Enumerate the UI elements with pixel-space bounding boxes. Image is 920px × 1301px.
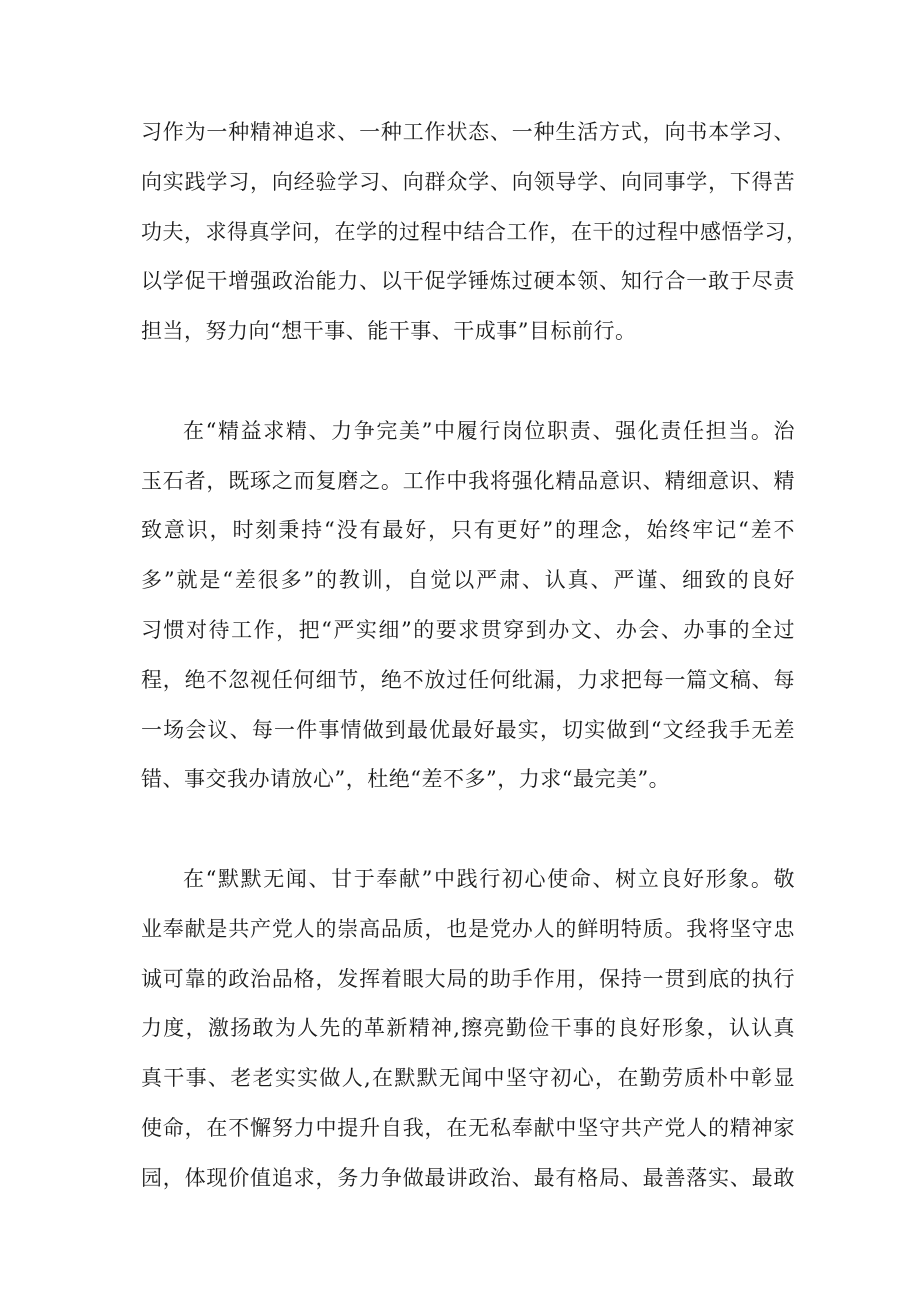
paragraph-2 — [141, 407, 795, 805]
text-line: 园，体现价值追求，务力争做最讲政治、最有格局、最善落实、最敢 — [141, 1165, 795, 1190]
text-line: 错、事交我办请放心”，杜绝“差不多”，力求“最完美”。 — [141, 767, 671, 792]
text-line: 习惯对待工作，把“严实细”的要求贯穿到办文、办会、办事的全过 — [141, 617, 795, 642]
text-line: 诚可靠的政治品格，发挥着眼大局的助手作用，保持一贯到底的执行 — [141, 966, 795, 991]
text-line: 功夫，求得真学问，在学的过程中结合工作，在干的过程中感悟学习， — [141, 219, 808, 244]
paragraph-gap — [141, 805, 795, 855]
text-line: 习作为一种精神追求、一种工作状态、一种生活方式，向书本学习、 — [141, 120, 795, 144]
text-line: 在“默默无闻、甘于奉献”中践行初心使命、树立良好形象。敬 — [183, 866, 795, 891]
text-line: 业奉献是共产党人的崇高品质，也是党办人的鲜明特质。我将坚守忠 — [141, 916, 795, 941]
text-line: 向实践学习，向经验学习、向群众学、向领导学、向同事学，下得苦 — [141, 169, 795, 194]
text-line: 以学促干增强政治能力、以干促学锤炼过硬本领、知行合一敢于尽责 — [141, 269, 795, 294]
text-line: 力度，激扬敢为人先的革新精神,擦亮勤俭干事的良好形象，认认真 — [141, 1016, 795, 1041]
document-page — [141, 108, 808, 1204]
text-line: 致意识，时刻秉持“没有最好，只有更好”的理念，始终牢记“差不 — [141, 518, 795, 543]
text-line: 多”就是“差很多”的教训，自觉以严肃、认真、严谨、细致的良好 — [141, 568, 795, 593]
text-line: 一场会议、每一件事情做到最优最好最实，切实做到“文经我手无差 — [141, 717, 795, 742]
text-line: 担当，努力向“想干事、能干事、干成事”目标前行。 — [141, 319, 637, 344]
text-line: 真干事、老老实实做人,在默默无闻中坚守初心，在勤劳质朴中彰显 — [141, 1066, 795, 1091]
text-line: 程，绝不忽视任何细节，绝不放过任何纰漏，力求把每一篇文稿、每 — [141, 667, 795, 692]
paragraph-3 — [141, 855, 795, 1204]
text-line: 玉石者，既琢之而复磨之。工作中我将强化精品意识、精细意识、精 — [141, 468, 795, 493]
paragraph-gap — [141, 357, 795, 407]
paragraph-1 — [141, 108, 808, 357]
text-line: 使命，在不懈努力中提升自我，在无私奉献中坚守共产党人的精神家 — [141, 1115, 795, 1140]
text-line: 在“精益求精、力争完美”中履行岗位职责、强化责任担当。治 — [183, 418, 795, 443]
